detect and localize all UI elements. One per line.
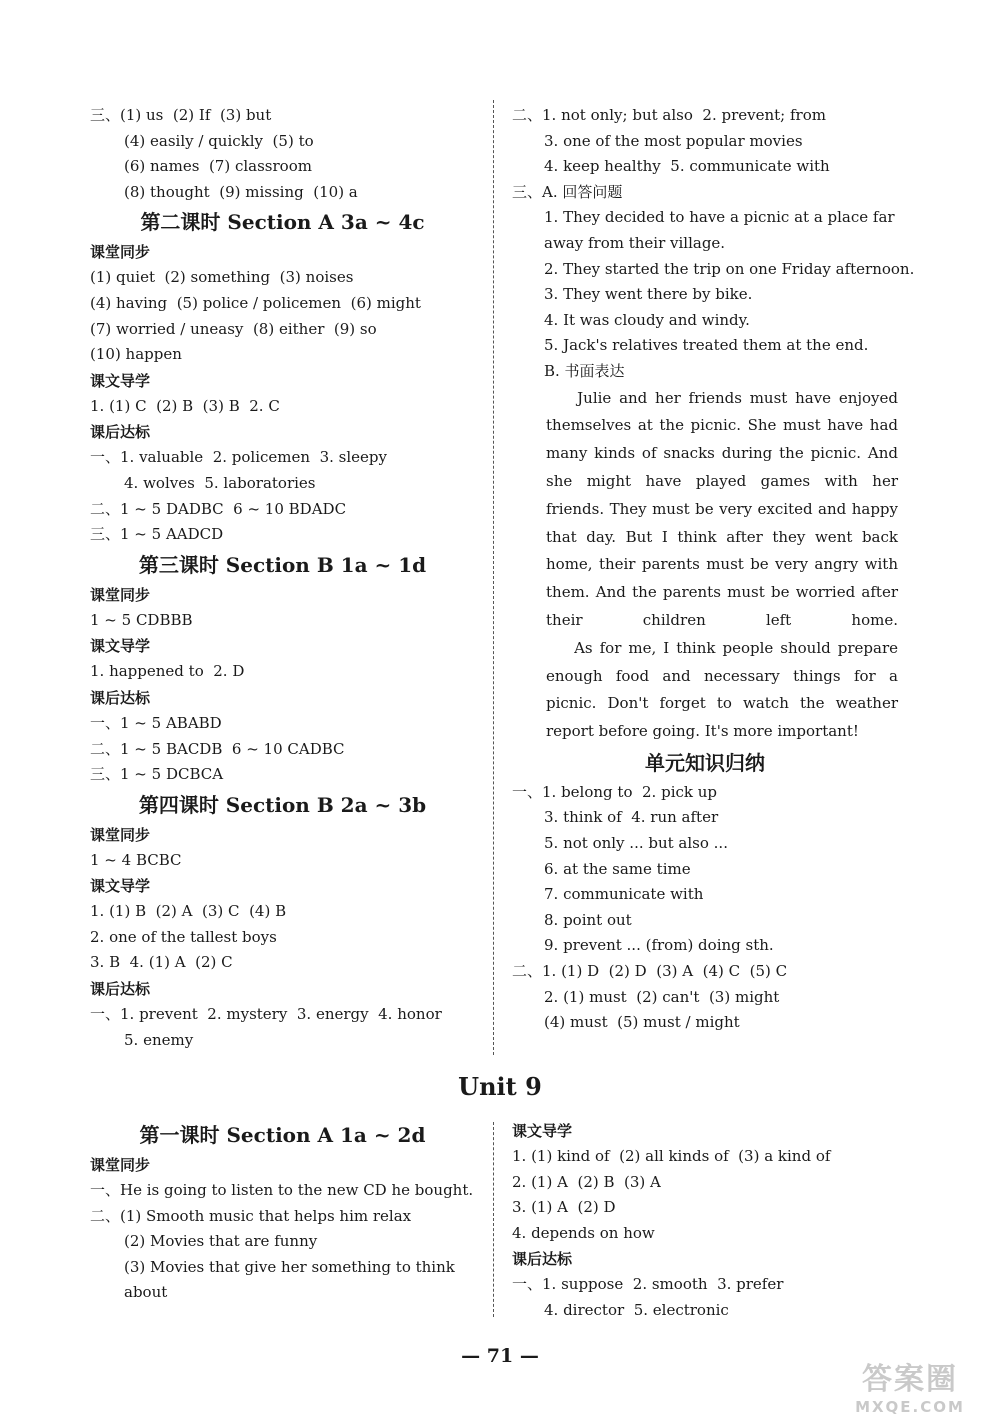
subsection-label: 课后达标 [90,980,151,999]
bottom-right-column [512,1118,898,1324]
answer-line: 1. They decided to have a picnic at a place far [544,208,895,227]
answer-line: 1 ~ 4 BCBC [90,850,182,869]
answer-line: 1. happened to 2. D [90,662,245,681]
answer-line: 一、1. valuable 2. policemen 3. sleepy [90,448,387,467]
section-heading: 第一课时 Section A 1a ~ 2d [139,1123,426,1147]
subsection-label: 课文导学 [90,637,151,656]
answer-line: (1) quiet (2) something (3) noises [90,268,354,287]
answer-line: 三、1 ~ 5 AADCD [90,525,224,544]
subsection-label: 课堂同步 [90,585,151,604]
page-number: — 71 — [461,1345,539,1367]
top-left-column [90,103,475,1053]
answer-line: 7. communicate with [544,885,704,904]
answer-line: 一、1. suppose 2. smooth 3. prefer [512,1275,784,1294]
answer-line: 1. (1) kind of (2) all kinds of (3) a kind of [512,1147,831,1165]
answer-line: 2. They started the trip on one Friday afternoon. [544,259,915,278]
answer-line: (4) must (5) must / might [544,1013,740,1032]
answer-line: 4. keep healthy 5. communicate with [544,157,830,176]
subsection-label: 课文导学 [90,877,151,896]
answer-line: 8. point out [544,910,632,929]
answer-line: 4. wolves 5. laboratories [124,473,316,492]
essay-paragraph: As for me, I think people should prepare enough food and necessary things for a picnic. Don't forget to watch the weather report before going. It's more important! [546,638,903,741]
section-heading: 第三课时 Section B 1a ~ 1d [138,552,427,577]
answer-line: away from their village. [544,233,726,252]
answer-line: 3. think of 4. run after [544,808,719,827]
essay-paragraph: Julie and her friends must have enjoyed themselves at the picnic. She must have had many kinds of snacks during the picnic. And she might have played games with her friends. They must be very excited and happy that day. But I think after they went back home, their parents must be very angry with them. And the parents must be worried after their children left home. [546,388,903,629]
subsection-label: 课后达标 [90,688,151,707]
answer-line: 二、1. not only; but also 2. prevent; from [512,106,826,124]
answer-line: (3) Movies that give her something to think [124,1257,455,1276]
answer-line: 1 ~ 5 CDBBB [90,610,193,629]
answer-line: 2. (1) A (2) B (3) A [512,1172,661,1191]
subsection-label: 课文导学 [512,1122,573,1140]
answer-line: 二、1. (1) D (2) D (3) A (4) C (5) C [512,962,788,981]
answer-line: 二、(1) Smooth music that helps him relax [90,1206,412,1225]
answer-line: 1. (1) B (2) A (3) C (4) B [90,902,287,921]
subsection-label: 课堂同步 [90,825,151,844]
answer-line: (6) names (7) classroom [124,157,312,176]
answer-line: 5. not only ... but also ... [544,834,728,853]
answer-line: (2) Movies that are funny [124,1232,318,1251]
answer-line: 6. at the same time [544,859,691,878]
bottom-left-column [90,1118,475,1306]
answer-line: 4. It was cloudy and windy. [544,310,750,329]
answer-line: 5. Jack's relatives treated them at the end. [544,336,869,355]
section-heading: 单元知识归纳 [645,750,765,775]
watermark-main: 答案圈 [862,1362,958,1397]
answer-line: (10) happen [90,345,182,364]
answer-line: 2. one of the tallest boys [90,927,277,946]
answer-line: 5. enemy [124,1030,194,1049]
answer-line: (4) having (5) police / policemen (6) might [90,293,421,312]
subsection-label: 课后达标 [512,1250,573,1269]
subsection-label: 课堂同步 [90,1156,151,1174]
answer-line: 一、1 ~ 5 ABABD [90,713,222,732]
answer-line: 二、1 ~ 5 DADBC 6 ~ 10 BDADC [90,499,347,518]
answer-line: 一、1. belong to 2. pick up [512,782,718,801]
subsection-label: 课后达标 [90,423,151,442]
answer-line: 2. (1) must (2) can't (3) might [544,987,780,1006]
answer-line: 1. (1) C (2) B (3) B 2. C [90,396,280,415]
answer-line: 3. one of the most popular movies [544,131,803,150]
answer-line: about [124,1283,168,1302]
answer-line: 3. They went there by bike. [544,285,753,304]
answer-line: 三、A. 回答问题 [512,182,623,201]
answer-line: 3. (1) A (2) D [512,1198,616,1217]
column-divider-bottom [493,1122,494,1317]
column-divider-top [493,100,494,1055]
answer-line: (7) worried / uneasy (8) either (9) so [90,319,377,338]
subsection-label: 课堂同步 [90,243,151,262]
unit-title: Unit 9 [458,1072,542,1101]
watermark-logo [850,1354,970,1416]
answer-line: 三、1 ~ 5 DCBCA [90,765,224,784]
answer-line: 4. director 5. electronic [544,1300,729,1319]
subsection-label: 课文导学 [90,371,151,390]
section-heading: 第二课时 Section A 3a ~ 4c [140,210,425,235]
answer-line: 一、1. prevent 2. mystery 3. energy 4. honor [90,1005,442,1024]
top-right-column [512,103,915,1036]
answer-line: 二、1 ~ 5 BACDB 6 ~ 10 CADBC [90,739,345,758]
answer-line: 一、He is going to listen to the new CD he bought. [90,1181,474,1199]
section-heading: 第四课时 Section B 2a ~ 3b [138,792,427,817]
answer-line: (4) easily / quickly (5) to [124,131,314,150]
answer-line: (8) thought (9) missing (10) a [124,182,358,201]
answer-line: 4. depends on how [512,1223,655,1242]
answer-line: B. 书面表达 [544,361,625,380]
answer-line: 3. B 4. (1) A (2) C [90,953,233,972]
answer-line: 9. prevent ... (from) doing sth. [544,936,774,955]
watermark-sub: MXQE.COM [855,1398,965,1416]
answer-line: 三、(1) us (2) If (3) but [90,106,272,124]
